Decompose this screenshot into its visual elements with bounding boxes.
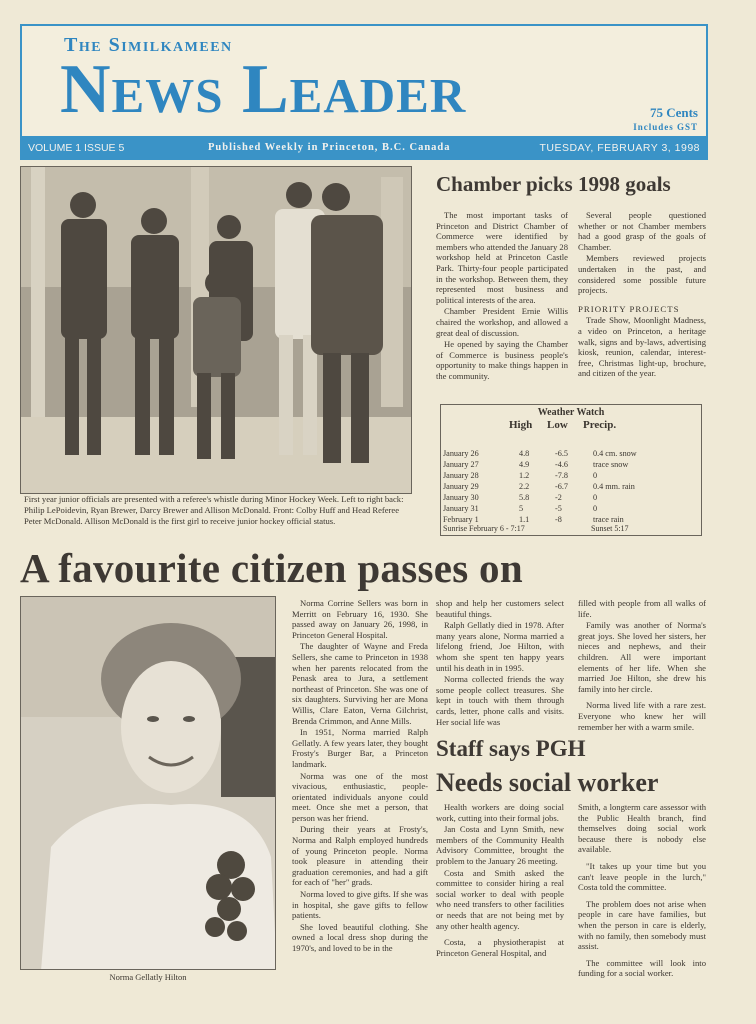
citizen-column-1 bbox=[292, 598, 428, 955]
pgh-paragraph: Costa and Smith asked the committee to consider hiring a real social worker to deal with people who need transfers to other facilities or needs that are not being met by any other health agency. bbox=[436, 867, 564, 931]
weather-precip: 0 bbox=[593, 471, 598, 480]
weather-high: 2.2 bbox=[519, 482, 530, 491]
weather-low: -8 bbox=[555, 515, 562, 524]
masthead bbox=[20, 24, 708, 138]
citizen-paragraph: Ralph Gellatly died in 1978. After many years alone, Norma married a lifelong friend, Joe Hilton, with whom she spent ten happy years until his death in in 1995. bbox=[436, 620, 564, 673]
citizen-paragraph: In 1951, Norma married Ralph Gellatly. A few years later, they bought Frosty's Burger Bar, a Princeton landmark. bbox=[292, 727, 428, 769]
price-value: 75 Cents bbox=[649, 105, 698, 120]
weather-high: 1.1 bbox=[519, 515, 530, 524]
weather-row bbox=[441, 504, 701, 514]
weather-low: -7.8 bbox=[555, 471, 568, 480]
weather-header-precip: Precip. bbox=[583, 419, 617, 431]
chamber-paragraph: Chamber President Ernie Willis chaired the workshop, and allowed a great deal of discussion. bbox=[436, 306, 568, 338]
weather-precip: trace snow bbox=[593, 460, 629, 469]
weather-day: January 29 bbox=[443, 482, 479, 491]
weather-precip: 0.4 cm. snow bbox=[593, 449, 637, 458]
pgh-paragraph: Jan Costa and Lynn Smith, new members of the Community Health Advisory Committee, brought the problem to the January 26 meeting. bbox=[436, 824, 564, 866]
weather-precip: trace rain bbox=[593, 515, 624, 524]
citizen-paragraph: Norma Corrine Sellers was born in Merritt on February 16, 1930. She passed away on January 26, 1998, in Princeton General Hospital. bbox=[292, 598, 428, 640]
weather-day: January 27 bbox=[443, 460, 479, 469]
issue-band bbox=[20, 138, 708, 160]
price-label bbox=[633, 106, 698, 134]
norma-portrait-photo bbox=[20, 596, 276, 970]
chamber-paragraph: The most important tasks of Princeton and District Chamber of Commerce were identified by members who attended the January 28 workshop held at Princeton Castle Park. Thirty-four people participated in the workshop. Between them, they represented most business and political interests of the area. bbox=[436, 210, 568, 305]
hockey-photo-illustration bbox=[21, 167, 412, 494]
sunset: Sunset 5:17 bbox=[591, 524, 629, 533]
norma-photo-caption: Norma Gellatly Hilton bbox=[109, 972, 187, 982]
weather-high: 4.8 bbox=[519, 449, 530, 458]
chamber-paragraph: Several people questioned whether or not Chamber members had a good grasp of the goals of Chamber. bbox=[578, 210, 706, 252]
weather-low: -2 bbox=[555, 493, 562, 502]
issue-date: TUESDAY, FEBRUARY 3, 1998 bbox=[539, 142, 700, 154]
priority-projects-head: PRIORITY PROJECTS bbox=[578, 303, 680, 314]
price-note: Includes GST bbox=[633, 122, 698, 132]
volume-issue: VOLUME 1 ISSUE 5 bbox=[28, 142, 125, 154]
citizen-column-3 bbox=[578, 598, 706, 733]
weather-title: Weather Watch bbox=[537, 407, 605, 418]
portrait-illustration bbox=[21, 597, 276, 970]
citizen-paragraph: During their years at Frosty's, Norma and Ralph employed hundreds of young Princeton people. Norma took pleasure in attending their graduation ceremonies, and had a gift for each of "her" grads. bbox=[292, 824, 428, 888]
pgh-paragraph: "It takes up your time but you can't leave people in the lurch," Costa told the committee. bbox=[578, 860, 706, 893]
citizen-column-2 bbox=[436, 598, 564, 728]
weather-low: -6.5 bbox=[555, 449, 568, 458]
citizen-paragraph: The daughter of Wayne and Freda Sellers, she came to Princeton in 1938 when her parents relocated from the Penask area to Jura, a settlement northeast of Princeton. She was one of six daughters. Surviving her are Mona Willis, Clare Eaton, Verna Gilchrist, Brenda Crimmon, and Anne Mills. bbox=[292, 641, 428, 726]
chamber-column-2 bbox=[578, 210, 706, 380]
weather-day: February 1 bbox=[443, 515, 479, 524]
pgh-paragraph: Costa, a physiotherapist at Princeton General Hospital, and bbox=[436, 937, 564, 958]
weather-watch-box bbox=[440, 404, 702, 536]
weather-row bbox=[441, 471, 701, 481]
chamber-paragraph: Members reviewed projects undertaken in the past, and considered some possible future projects. bbox=[578, 253, 706, 296]
pgh-paragraph: The problem does not arise when people in care have families, but when the person in care is elderly, with no family, then somebody must assist. bbox=[578, 898, 706, 952]
sunrise: Sunrise February 6 - 7:17 bbox=[443, 524, 525, 533]
weather-low: -6.7 bbox=[555, 482, 568, 491]
weather-day: January 30 bbox=[443, 493, 479, 502]
weather-header-high: High bbox=[509, 419, 533, 431]
masthead-pre-title: The Similkameen bbox=[64, 34, 233, 56]
citizen-paragraph: Norma was one of the most vivacious, enthusiastic, people-orientated individuals anyone could meet. Once she met a person, that person was her friend. bbox=[292, 770, 428, 823]
pgh-headline-line-2: Needs social worker bbox=[436, 768, 659, 797]
weather-day: January 26 bbox=[443, 449, 479, 458]
weather-low: -5 bbox=[555, 504, 562, 513]
chamber-paragraph: He opened by saying the Chamber of Commerce is business people's opportunity to make things happen in the community. bbox=[436, 339, 568, 381]
weather-low: -4.6 bbox=[555, 460, 568, 469]
masthead-title: News Leader bbox=[60, 51, 467, 128]
citizen-headline: A favourite citizen passes on bbox=[20, 545, 523, 591]
weather-day: January 28 bbox=[443, 471, 479, 480]
citizen-paragraph: shop and help her customers select beautiful things. bbox=[436, 598, 564, 619]
citizen-paragraph: Norma loved to give gifts. If she was in hospital, she gave gifts to fellow patients. bbox=[292, 889, 428, 921]
weather-high: 5 bbox=[519, 504, 524, 513]
pgh-paragraph: Health workers are doing social work, cutting into their formal jobs. bbox=[436, 802, 564, 823]
hockey-officials-photo bbox=[20, 166, 412, 494]
citizen-paragraph: Norma lived life with a rare zest. Everyone who knew her will remember her with a warm smile. bbox=[578, 700, 706, 732]
weather-day: January 31 bbox=[443, 504, 479, 513]
citizen-paragraph: She loved beautiful clothing. She owned a local dress shop during the 1970's, and loved to be in the bbox=[292, 921, 428, 953]
weather-row bbox=[441, 493, 701, 503]
citizen-paragraph: Norma collected friends the way some people collect treasures. She kept in touch with them through cards, letter, phone calls and visits. Her social life was bbox=[436, 674, 564, 727]
hockey-photo-caption: First year junior officials are presented with a referee's whistle during Minor Hockey Week. Left to right back: Philip LePoidevin, Ryan Brewer, Darcy Brewer and Allison McDonald. Front: Colby Huff and Head Referee Peter McDonald. Allison McDonald is the first girl to receive junior hockey official status. bbox=[24, 494, 404, 526]
citizen-paragraph: Family was another of Norma's great joys. She loved her sisters, her nieces and nephews, and their children. All were important elements of her life. When she married Joe Hilton, she drew his family into her circle. bbox=[578, 620, 706, 694]
citizen-paragraph: filled with people from all walks of life. bbox=[578, 598, 706, 619]
tagline: Published Weekly in Princeton, B.C. Canada bbox=[208, 142, 451, 153]
weather-precip: 0 bbox=[593, 493, 598, 502]
weather-high: 4.9 bbox=[519, 460, 530, 469]
chamber-paragraph: Trade Show, Moonlight Madness, a video on Princeton, a heritage walk, signs and by-laws, advertising kiosk, reunion, calendar, interest-free, Christmas light-up, brochure, and citizen of the year. bbox=[578, 315, 706, 379]
pgh-column-2 bbox=[578, 802, 706, 980]
weather-row bbox=[441, 460, 701, 470]
weather-precip: 0 bbox=[593, 504, 598, 513]
weather-high: 5.8 bbox=[519, 493, 530, 502]
pgh-paragraph: Smith, a longterm care assessor with the Public Health branch, find themselves doing social work because there is nobody else available. bbox=[578, 802, 706, 855]
chamber-column-1 bbox=[436, 210, 568, 383]
weather-row bbox=[441, 449, 701, 459]
pgh-headline-line-1: Staff says PGH bbox=[436, 736, 586, 761]
weather-row bbox=[441, 482, 701, 492]
pgh-column-1 bbox=[436, 802, 564, 959]
chamber-headline: Chamber picks 1998 goals bbox=[436, 172, 671, 196]
weather-precip: 0.4 mm. rain bbox=[593, 482, 635, 491]
weather-header-low: Low bbox=[547, 419, 568, 431]
pgh-paragraph: The committee will look into funding for a social worker. bbox=[578, 957, 706, 979]
weather-high: 1.2 bbox=[519, 471, 530, 480]
